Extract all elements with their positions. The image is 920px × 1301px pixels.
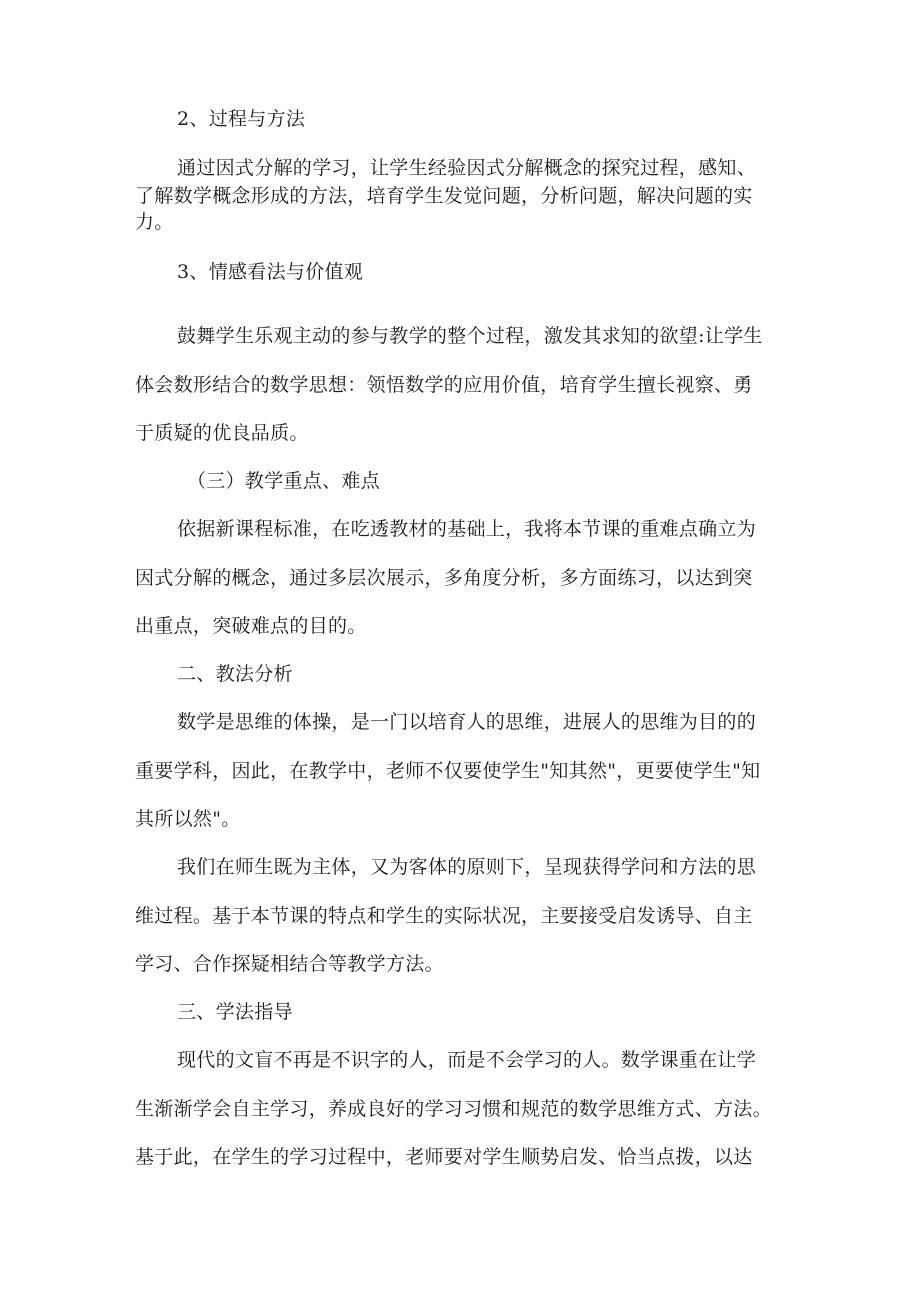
para-process-method-line-3: 力。 <box>135 211 174 233</box>
para-process-method-line-1: 通过因式分解的学习，让学生经验因式分解概念的探究过程，感知、 <box>177 157 757 179</box>
para-teaching-method-2-line-1: 我们在师生既为主体，又为客体的原则下，呈现获得学问和方法的思 <box>177 856 757 878</box>
para-teaching-method-2-line-2: 维过程。基于本节课的特点和学生的实际状况，主要接受启发诱导、自主 <box>135 905 753 927</box>
para-study-method-line-3: 基于此，在学生的学习过程中，老师要对学生顺势启发、恰当点拨，以达 <box>135 1146 753 1168</box>
para-key-points-line-2: 因式分解的概念，通过多层次展示，多角度分析，多方面练习，以达到突 <box>135 567 753 589</box>
heading-teaching-method: 二、教法分析 <box>177 663 293 685</box>
para-study-method-line-1: 现代的文盲不再是不识字的人，而是不会学习的人。数学课重在让学 <box>177 1049 757 1071</box>
para-emotion-line-1: 鼓舞学生乐观主动的参与教学的整个过程，激发其求知的欲望:让学生 <box>177 325 763 347</box>
para-key-points-line-1: 依据新课程标准，在吃透教材的基础上，我将本节课的重难点确立为 <box>177 518 757 540</box>
para-teaching-method-1-line-2: 重要学科，因此，在教学中，老师不仅要使学生"知其然"，更要使学生"知 <box>135 760 761 782</box>
para-emotion-line-3: 于质疑的优良品质。 <box>135 422 309 444</box>
para-study-method-line-2: 生渐渐学会自主学习，养成良好的学习习惯和规范的数学思维方式、方法。 <box>135 1098 772 1120</box>
para-process-method-line-2: 了解数学概念形成的方法，培育学生发觉问题，分析问题，解决问题的实 <box>135 185 753 207</box>
para-emotion-line-2: 体会数形结合的数学思想：领悟数学的应用价值，培育学生擅长视察、勇 <box>135 374 753 396</box>
para-teaching-method-1-line-3: 其所以然"。 <box>135 808 241 830</box>
para-teaching-method-2-line-3: 学习、合作探疑相结合等教学方法。 <box>135 953 444 975</box>
heading-process-method: 2、过程与方法 <box>177 108 306 130</box>
heading-study-method: 三、学法指导 <box>177 1001 293 1023</box>
para-teaching-method-1-line-1: 数学是思维的体操，是一门以培育人的思维，进展人的思维为目的的 <box>177 711 757 733</box>
heading-key-points: （三）教学重点、难点 <box>187 470 381 492</box>
para-key-points-line-3: 出重点，突破难点的目的。 <box>135 615 367 637</box>
heading-emotion-values: 3、情感看法与价值观 <box>177 261 364 283</box>
